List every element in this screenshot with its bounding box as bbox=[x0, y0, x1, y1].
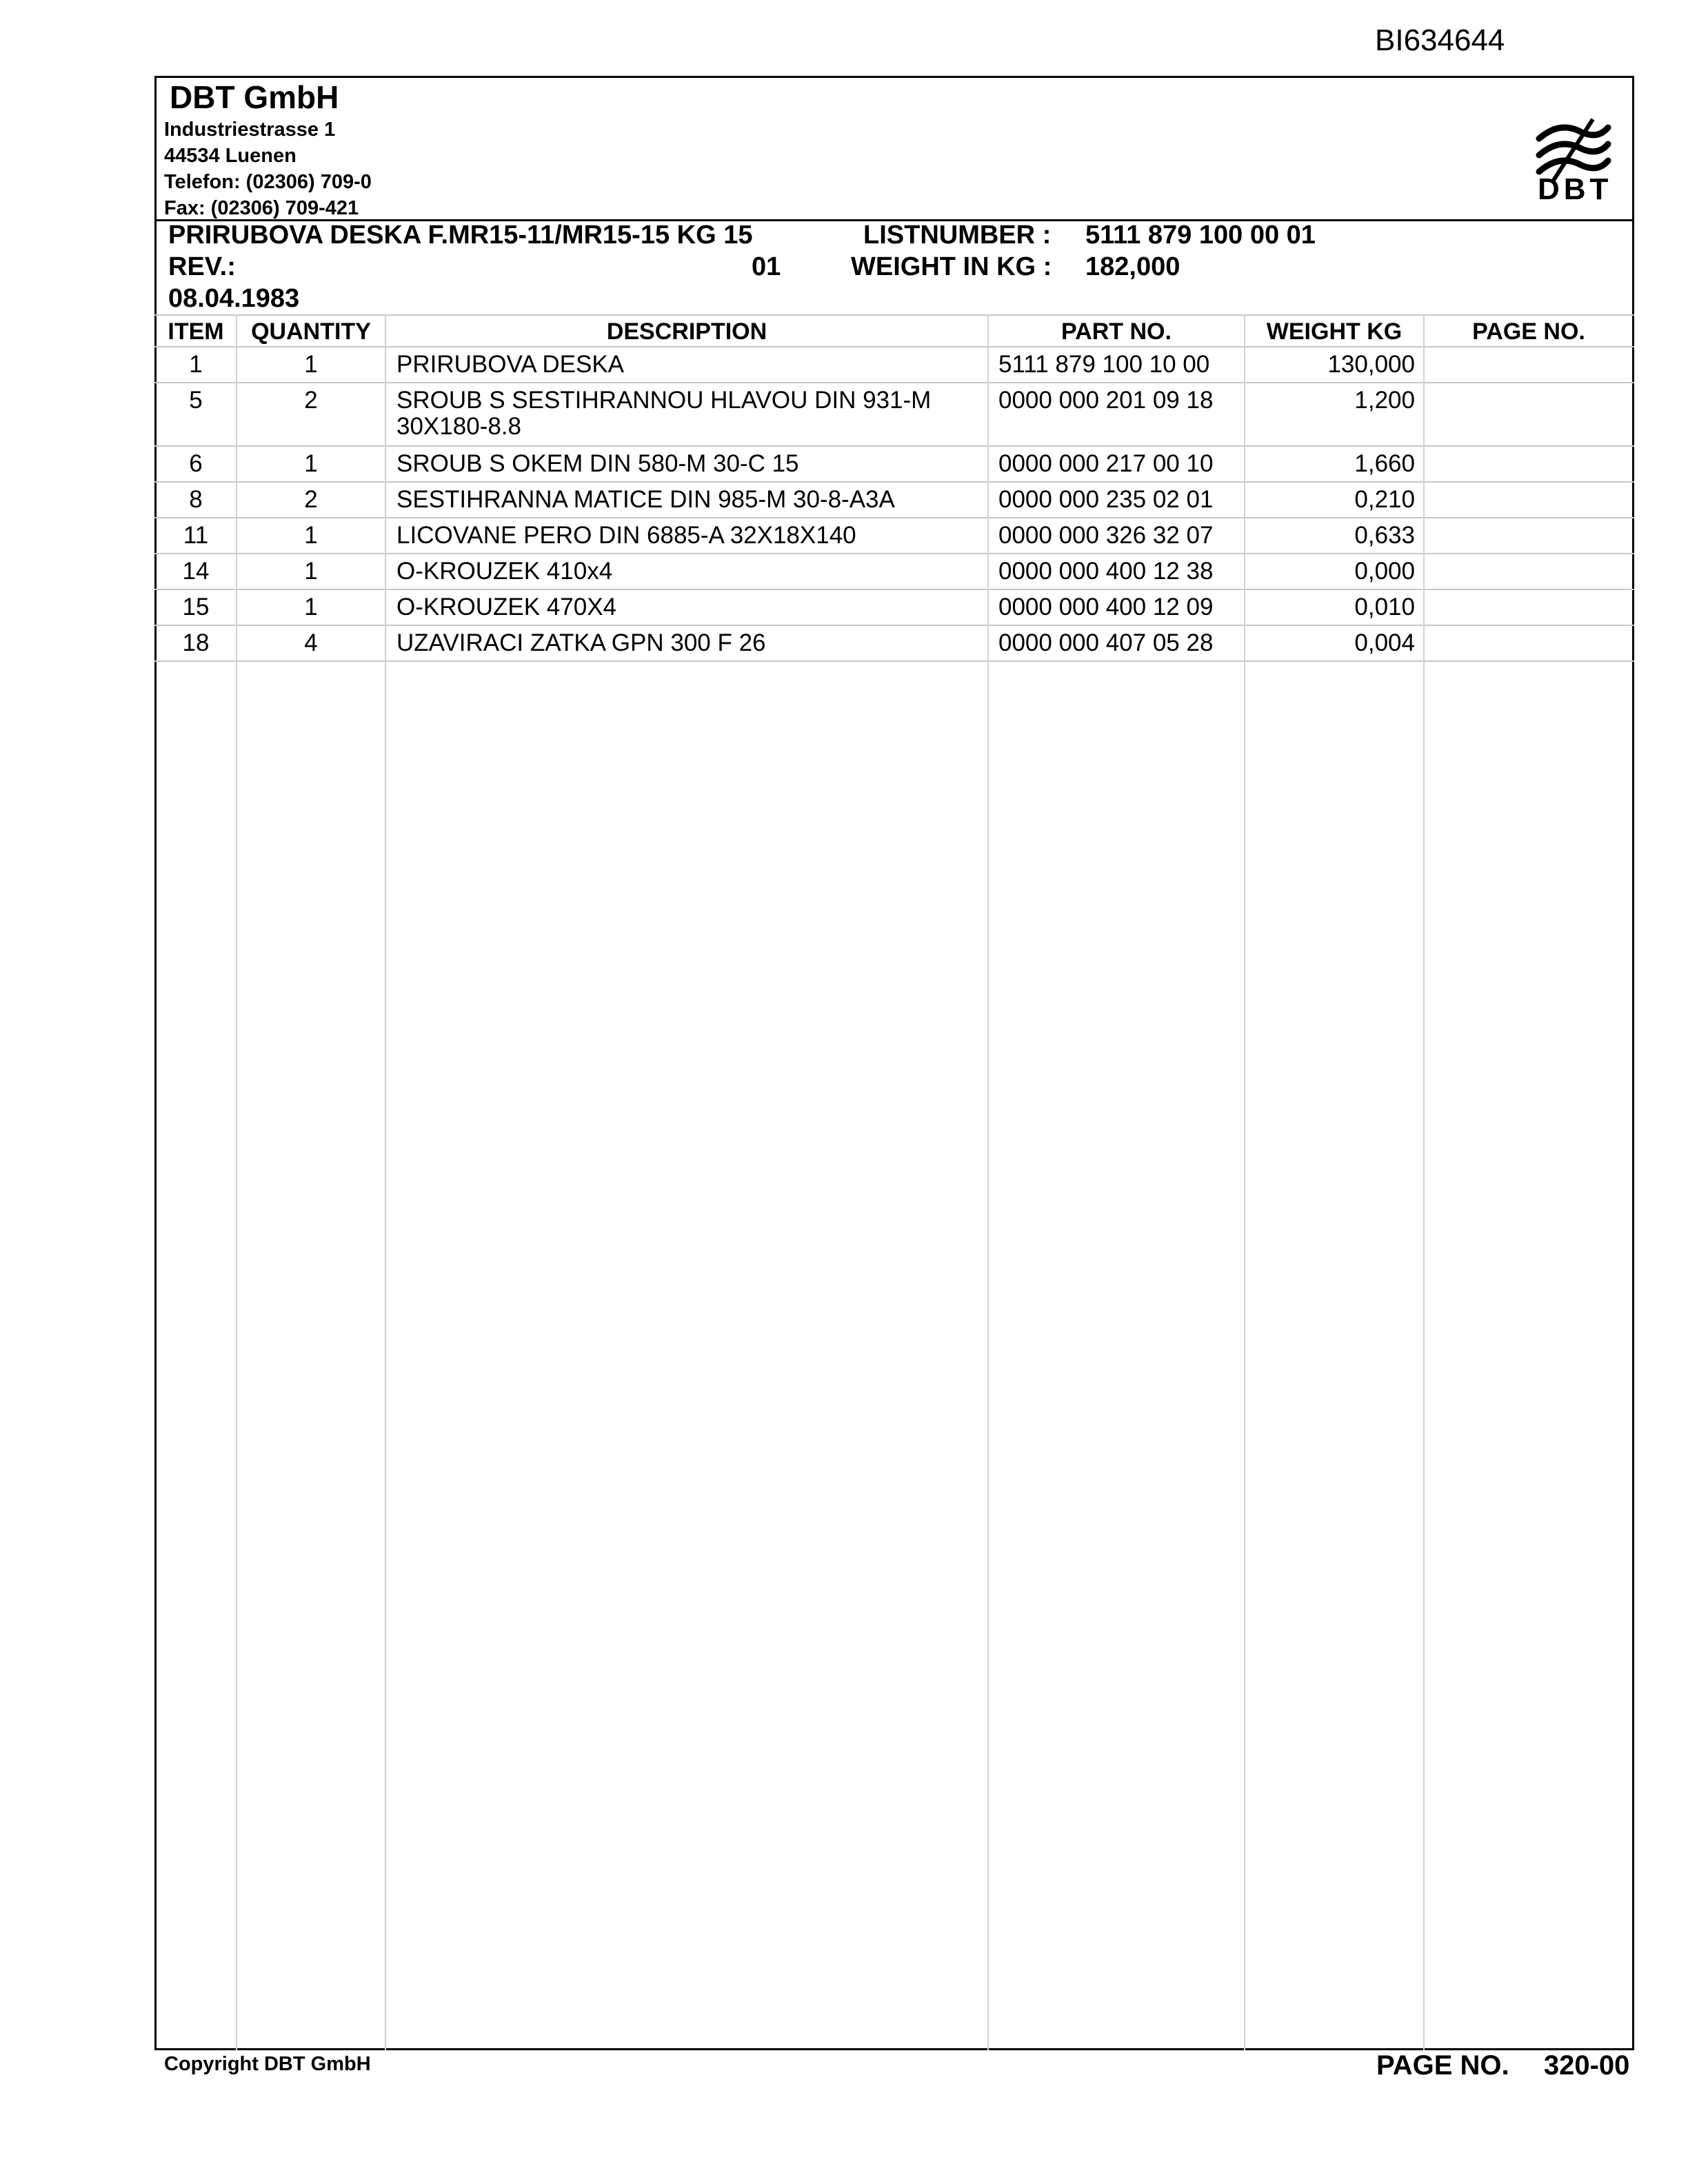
cell-quantity: 1 bbox=[304, 351, 318, 378]
listnumber-label: LISTNUMBER : bbox=[863, 221, 1052, 250]
document-title: PRIRUBOVA DESKA F.MR15-11/MR15-15 KG 15 bbox=[168, 221, 753, 250]
rev-label: REV.: bbox=[168, 252, 236, 281]
cell-weight: 0,633 bbox=[1354, 522, 1415, 549]
column-divider bbox=[385, 314, 386, 2050]
weight-label: WEIGHT IN KG : bbox=[851, 252, 1052, 281]
cell-weight: 0,004 bbox=[1354, 629, 1415, 656]
column-header-quantity: QUANTITY bbox=[251, 318, 371, 345]
cell-description: SESTIHRANNA MATICE DIN 985-M 30-8-A3A bbox=[396, 486, 895, 513]
column-header-weight: WEIGHT KG bbox=[1266, 318, 1403, 345]
address-phone: Telefon: (02306) 709-0 bbox=[164, 171, 372, 193]
listnumber-value: 5111 879 100 00 01 bbox=[1085, 221, 1316, 250]
weight-value: 182,000 bbox=[1085, 252, 1180, 281]
column-header-page-no: PAGE NO. bbox=[1472, 318, 1585, 345]
document-id: BI634644 bbox=[1375, 23, 1505, 57]
cell-weight: 0,210 bbox=[1354, 486, 1415, 513]
row-line bbox=[154, 517, 1634, 518]
cell-quantity: 1 bbox=[304, 558, 318, 585]
cell-description: O-KROUZEK 470X4 bbox=[396, 594, 616, 620]
column-divider bbox=[987, 314, 989, 2050]
column-header-item: ITEM bbox=[168, 318, 224, 345]
row-line bbox=[154, 382, 1634, 383]
document-date: 08.04.1983 bbox=[168, 284, 300, 313]
cell-quantity: 1 bbox=[304, 450, 318, 477]
cell-weight: 0,000 bbox=[1354, 558, 1415, 585]
cell-quantity: 1 bbox=[304, 594, 318, 620]
cell-quantity: 2 bbox=[304, 486, 318, 513]
address-fax: Fax: (02306) 709-421 bbox=[164, 197, 359, 219]
rev-value: 01 bbox=[752, 252, 781, 281]
cell-item: 8 bbox=[189, 486, 203, 513]
cell-quantity: 1 bbox=[304, 522, 318, 549]
cell-part-no: 0000 000 326 32 07 bbox=[998, 522, 1214, 549]
row-line bbox=[154, 589, 1634, 590]
cell-part-no: 0000 000 235 02 01 bbox=[998, 486, 1214, 513]
cell-part-no: 5111 879 100 10 00 bbox=[998, 351, 1210, 378]
column-header-part-no: PART NO. bbox=[1061, 318, 1172, 345]
cell-weight: 1,660 bbox=[1354, 450, 1415, 477]
row-line bbox=[154, 625, 1634, 626]
cell-item: 1 bbox=[189, 351, 203, 378]
cell-part-no: 0000 000 400 12 09 bbox=[998, 594, 1214, 620]
cell-part-no: 0000 000 400 12 38 bbox=[998, 558, 1214, 585]
cell-part-no: 0000 000 217 00 10 bbox=[998, 450, 1214, 477]
cell-item: 15 bbox=[182, 594, 210, 620]
page-number bbox=[1376, 2050, 1629, 2081]
cell-item: 6 bbox=[189, 450, 203, 477]
row-line bbox=[154, 481, 1634, 483]
cell-item: 11 bbox=[183, 522, 209, 549]
column-header-description: DESCRIPTION bbox=[606, 318, 767, 345]
address-city: 44534 Luenen bbox=[164, 145, 297, 167]
cell-part-no: 0000 000 201 09 18 bbox=[998, 387, 1214, 414]
cell-quantity: 2 bbox=[304, 387, 318, 414]
row-line bbox=[154, 660, 1634, 662]
cell-description: SROUB S OKEM DIN 580-M 30-C 15 bbox=[396, 450, 799, 477]
copyright-text: Copyright DBT GmbH bbox=[164, 2053, 371, 2075]
cell-description: UZAVIRACI ZATKA GPN 300 F 26 bbox=[396, 629, 766, 656]
cell-description: O-KROUZEK 410x4 bbox=[396, 558, 613, 585]
cell-description: PRIRUBOVA DESKA bbox=[396, 351, 625, 378]
cell-weight: 1,200 bbox=[1354, 387, 1415, 414]
cell-item: 5 bbox=[189, 387, 203, 414]
cell-weight: 130,000 bbox=[1327, 351, 1415, 378]
column-divider bbox=[1423, 314, 1425, 2050]
page-number-value: 320-00 bbox=[1543, 2050, 1630, 2081]
cell-item: 14 bbox=[182, 558, 210, 585]
cell-item: 18 bbox=[182, 629, 210, 656]
row-line bbox=[154, 445, 1634, 447]
cell-part-no: 0000 000 407 05 28 bbox=[998, 629, 1214, 656]
cell-weight: 0,010 bbox=[1354, 594, 1415, 620]
cell-description: LICOVANE PERO DIN 6885-A 32X18X140 bbox=[396, 522, 856, 549]
address-street: Industriestrasse 1 bbox=[164, 119, 336, 141]
cell-description: SROUB S SESTIHRANNOU HLAVOU DIN 931-M 30X180-8.8 bbox=[396, 387, 932, 440]
cell-quantity: 4 bbox=[304, 629, 318, 656]
logo-wordmark: DBT bbox=[1538, 172, 1613, 206]
row-line bbox=[154, 553, 1634, 554]
company-name: DBT GmbH bbox=[170, 79, 339, 115]
page-number-label: PAGE NO. bbox=[1376, 2050, 1509, 2081]
